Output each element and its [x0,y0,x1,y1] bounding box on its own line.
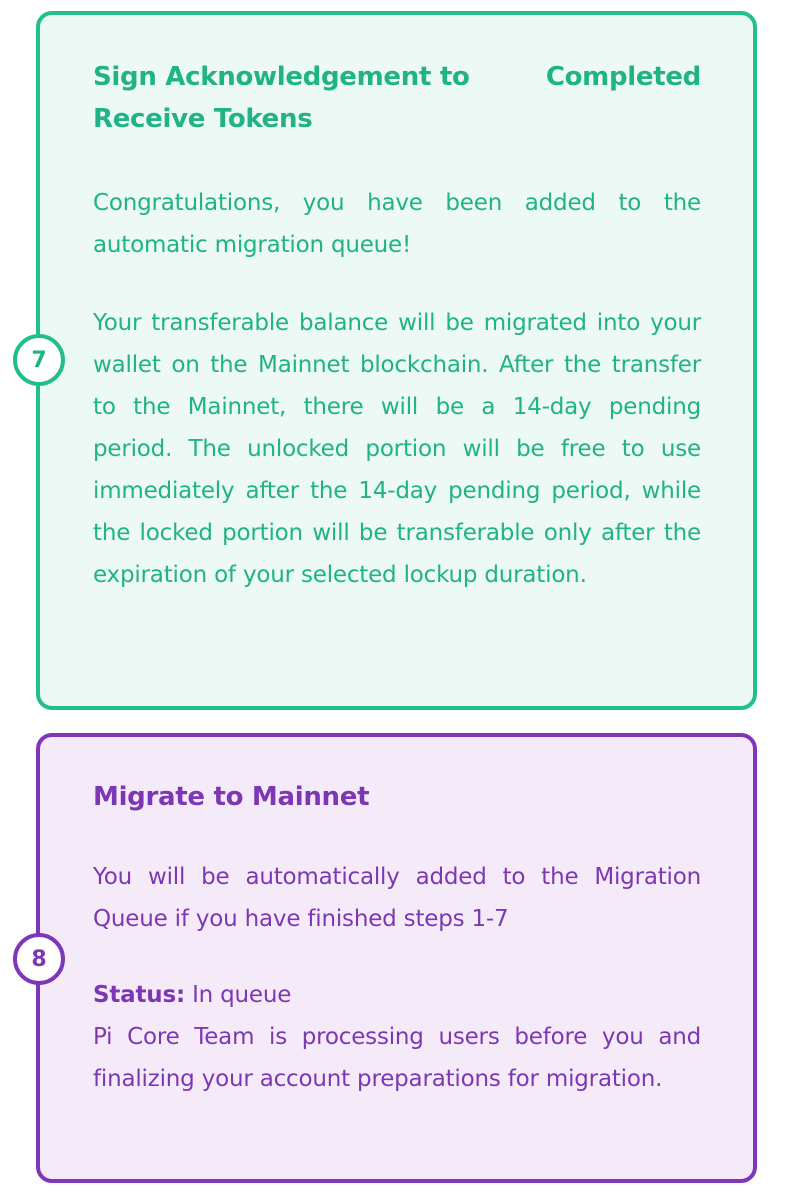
step-7-title: Sign Acknowledgement to Receive Tokens [93,62,470,134]
step-8-status-line [93,974,701,1016]
step-8-status-label: Status: [93,982,185,1008]
step-7-number-badge: 7 [13,334,65,386]
step-7-paragraph-2: Your transferable balance will be migrated into your wallet on the Mainnet blockchain. After the transfer to the Mainnet, there will be a 14-day pending period. The unlocked portion will be free to use immediately after the 14-day pending period, while the locked portion will be transferable only after the expiration of your selected lockup duration. [93,310,701,588]
step-8-paragraph-2: Pi Core Team is processing users before you and finalizing your account preparations for migration. [93,1024,701,1092]
step-8-paragraph-1: You will be automatically added to the Migration Queue if you have finished steps 1-7 [93,864,701,932]
step-7-status: Completed [545,62,701,92]
step-7-content [93,56,701,596]
step-8-status-value: In queue [192,982,292,1008]
step-7-card [36,11,757,710]
step-8-number-badge: 8 [13,933,65,985]
step-7-header [93,56,701,140]
step-7-paragraph-1: Congratulations, you have been added to the automatic migration queue! [93,190,701,258]
step-8-content [93,776,701,1100]
step-8-card [36,733,757,1183]
step-8-title: Migrate to Mainnet [93,782,370,812]
